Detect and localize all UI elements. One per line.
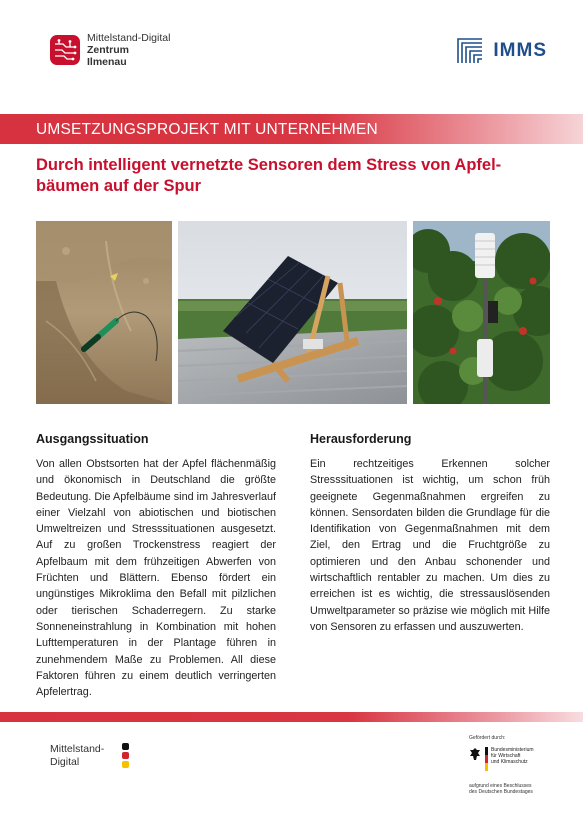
logo-line-3: Ilmenau	[87, 56, 127, 68]
logo-line-2: Zentrum	[87, 44, 129, 56]
md-logo-line-1: Mittelstand-	[50, 743, 105, 755]
logo-line-1: Mittelstand-Digital	[87, 32, 171, 44]
section-ausgangssituation	[36, 432, 276, 700]
section-body: Ein rechtzeitiges Erkennen solcher Stresssituationen ist wichtig, um schon früh geeignete Gegenmaßnahmen ergreifen zu können. Sensordaten bilden die Grundlage für die Identifikation von Gegenmaßnahmen mit dem Ziel, den Ertrag und die Fruchtgröße zu optimieren und den Anbau schonender und wirtschaftlich rentabler zu machen. Um dies zu erreichen ist es wichtig, die stressauslösenden Umweltparameter so präzise wie möglich mit Hilfe von Sensoren zu erfassen und auszuwerten.	[310, 458, 550, 633]
solar-panel-photo	[178, 221, 407, 404]
footer-band	[0, 712, 583, 722]
imms-logo[interactable]	[455, 36, 547, 66]
ministry-line-2: für Wirtschaft	[491, 753, 521, 759]
md-dots-icon	[118, 743, 134, 769]
flag-icon	[485, 747, 488, 771]
mittelstand-digital-logo[interactable]	[50, 743, 104, 769]
project-type-band	[0, 114, 583, 144]
ministry-logo	[469, 747, 559, 771]
ministry-line-1: Bundesministerium	[491, 747, 534, 753]
mittelstand-digital-zentrum-logo[interactable]	[50, 32, 170, 68]
imms-logo-icon	[455, 36, 485, 66]
ministry-name	[491, 747, 534, 765]
band-title: UMSETZUNGSPROJEKT MIT UNTERNEHMEN	[36, 121, 378, 138]
section-body: Von allen Obstsorten hat der Apfel flächenmäßig und ökonomisch in Deutschland die größte Bedeutung. Die Apfelbäume sind im Jahresverlauf einer Vielzahl von abiotischen und biotischen Umweltreizen und Stresssituationen ausgesetzt. Auf zu großen Trockenstress reagiert der Apfelbaum mit dem frühzeitigen Abwerfen von Früchten und Blättern. Ebenso fördert ein ungünstiges Mikroklima den Befall mit pilzlichen oder tierischen Schaderregern. Zu starke Sonneneinstrahlung in Kombination mit hohen Lufttemperaturen in der Plantage führen in zunehmendem Maße zu Problemen. All diese Faktoren führen zu einem deutlich verringerten Apfelertrag.	[36, 458, 276, 699]
funder-note	[469, 783, 559, 795]
logo-text	[87, 32, 170, 68]
funder-label: Gefördert durch:	[469, 735, 506, 741]
section-heading: Ausgangssituation	[36, 432, 149, 446]
page-title: Durch intelligent vernetzte Sensoren dem Stress von Apfel-bäumen auf der Spur	[36, 156, 502, 195]
section-heading: Herausforderung	[310, 432, 412, 446]
soil-sensor-photo	[36, 221, 172, 404]
funder-note-line-2: des Deutschen Bundestages	[469, 789, 533, 795]
eagle-icon	[469, 747, 481, 763]
ministry-line-3: und Klimaschutz	[491, 759, 528, 765]
section-herausforderung	[310, 432, 550, 635]
imms-logo-text: IMMS	[493, 40, 547, 61]
funder-note-line-1: aufgrund eines Beschlusses	[469, 783, 532, 789]
funder-block	[469, 735, 559, 795]
circuit-logo-icon	[50, 35, 80, 65]
weather-sensor-photo	[413, 221, 550, 404]
md-logo-line-2: Digital	[50, 756, 80, 768]
